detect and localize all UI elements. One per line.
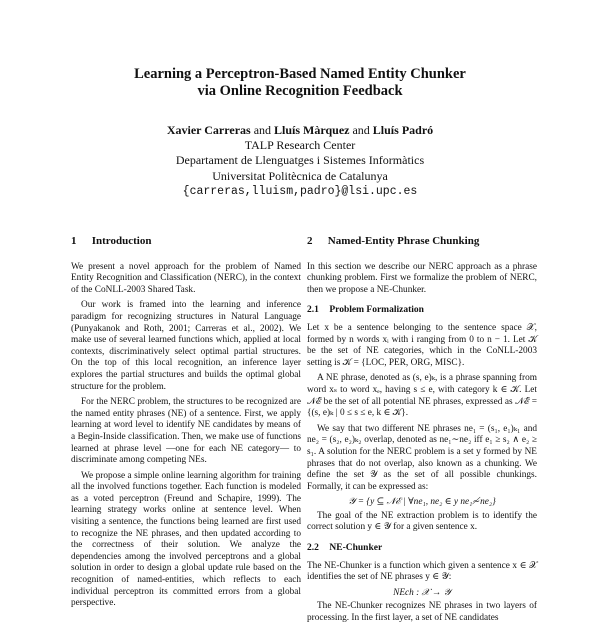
author-names: [60, 123, 540, 138]
paragraph: Let x be a sentence belonging to the sentence space 𝒳, formed by n words xᵢ with i ranging from 0 to n − 1. Let 𝒦 be the set of NE categories, which in the CoNLL-2003 setting is 𝒦 = {LOC, PER, ORG, MISC}.: [307, 322, 537, 368]
subsection-number: 2.1: [307, 305, 319, 316]
paragraph: For the NERC problem, the structures to be recognized are the named entity phrases (NE) of a sentence. First, we apply learning at word level to identify NE candidates by means of a Begin-Inside classification. Then, we make use of functions learned at phrase level —one for each NE category— to discriminate among competing NEs.: [71, 397, 301, 466]
paragraph: Our work is framed into the learning and inference paradigm for recognizing structures in Natural Language (Punyakanok and Roth, 2001; Carreras et al., 2002). We make use of several learned functions which, applied at local contexts, discriminatively select optimal partial structures. On the top of this local recognition, an inference layer explores the partial structures and builds the optimal global structure for the problem.: [71, 300, 301, 392]
affiliation-2: Departament de Llenguatges i Sistemes Informàtics: [175, 153, 425, 168]
subsection-number: 2.2: [307, 543, 319, 554]
affiliation-3: Universitat Politècnica de Catalunya: [212, 168, 388, 183]
author-sep-1: and: [253, 123, 272, 137]
author-3: Lluís Padró: [372, 123, 434, 137]
right-column: [307, 236, 537, 629]
paragraph: The NE-Chunker recognizes NE phrases in two layers of processing. In the first layer, a set of NE candidates: [307, 601, 537, 624]
equation-nech: NEch : 𝒳 → 𝒴: [393, 587, 451, 598]
paper-title: [60, 66, 540, 100]
equation-chunkings: 𝒴 = {y ⊆ 𝒩ℰ | ∀ne₁, ne₂ ∈ y ne₁≁ne₂}: [348, 497, 496, 508]
paragraph: In this section we describe our NERC approach as a phrase chunking problem. First we formalize the problem of NERC, then we propose a NE-Chunker.: [307, 261, 537, 295]
subsection-title: Problem Formalization: [329, 305, 424, 316]
author-2: Lluís Màrquez: [274, 123, 350, 137]
author-sep-2: and: [352, 123, 370, 137]
author-1: Xavier Carreras: [166, 123, 251, 137]
author-block: [60, 123, 540, 199]
section-number: 1: [71, 235, 77, 247]
affiliation-1: TALP Research Center: [244, 138, 356, 153]
title-line-2: via Online Recognition Feedback: [197, 83, 403, 99]
section-heading-introduction: [71, 236, 301, 248]
author-email: {carreras,lluism,padro}@lsi.upc.es: [182, 184, 418, 198]
section-title: Named-Entity Phrase Chunking: [327, 235, 480, 247]
paragraph: We say that two different NE phrases ne₁ = (s₁, e₁)ₖ₁ and ne₂ = (s₂, e₂)ₖ₂ overlap, denoted as ne₁∼ne₂ iff e₁ ≥ s₂ ∧ e₂ ≥ s₁. A solution for the NERC problem is a set y formed by NE phrases that do not overlap, also known as a chunking. We define the set 𝒴 as the set of all possible chunkings. Formally, it can be expressed as:: [307, 423, 537, 492]
left-column: [71, 236, 301, 614]
paragraph: The NE-Chunker is a function which given a sentence x ∈ 𝒳 identifies the set of NE phrases y ∈ 𝒴:: [307, 560, 537, 583]
paragraph: The goal of the NE extraction problem is to identify the correct solution y ∈ 𝒴 for a given sentence x.: [307, 510, 537, 533]
subsection-heading-ne-chunker: [307, 543, 537, 555]
section-title: Introduction: [91, 235, 152, 247]
section-number: 2: [307, 235, 313, 247]
subsection-title: NE-Chunker: [329, 543, 383, 554]
section-heading-ne-phrase-chunking: [307, 236, 537, 248]
paragraph: A NE phrase, denoted as (s, e)ₖ, is a phrase spanning from word xₛ to word xₑ, having s ≤ e, with category k ∈ 𝒦. Let 𝒩ℰ be the set of all potential NE phrases, expressed as 𝒩ℰ = {(s, e)ₖ | 0 ≤ s ≤ e, k ∈ 𝒦}.: [307, 373, 537, 419]
subsection-heading-problem-formalization: [307, 305, 537, 317]
title-line-1: Learning a Perceptron-Based Named Entity Chunker: [134, 66, 466, 82]
paragraph: We present a novel approach for the problem of Named Entity Recognition and Classification (NERC), in the context of the CoNLL-2003 Shared Task.: [71, 261, 301, 295]
paragraph: We propose a simple online learning algorithm for training all the involved functions together. Each function is modeled as a voted perceptron (Freund and Schapire, 1999). The learning strategy works online at sentence level. When visiting a sentence, the functions being learned are first used to recognize the NE phrases, and then updated according to the correctness of their solution. We analyze the dependencies among the involved perceptrons and a global solution in order to design a global update rule based on the recognition of named-entities, which reflects to each individual perceptron its committed errors from a global perspective.: [71, 470, 301, 609]
